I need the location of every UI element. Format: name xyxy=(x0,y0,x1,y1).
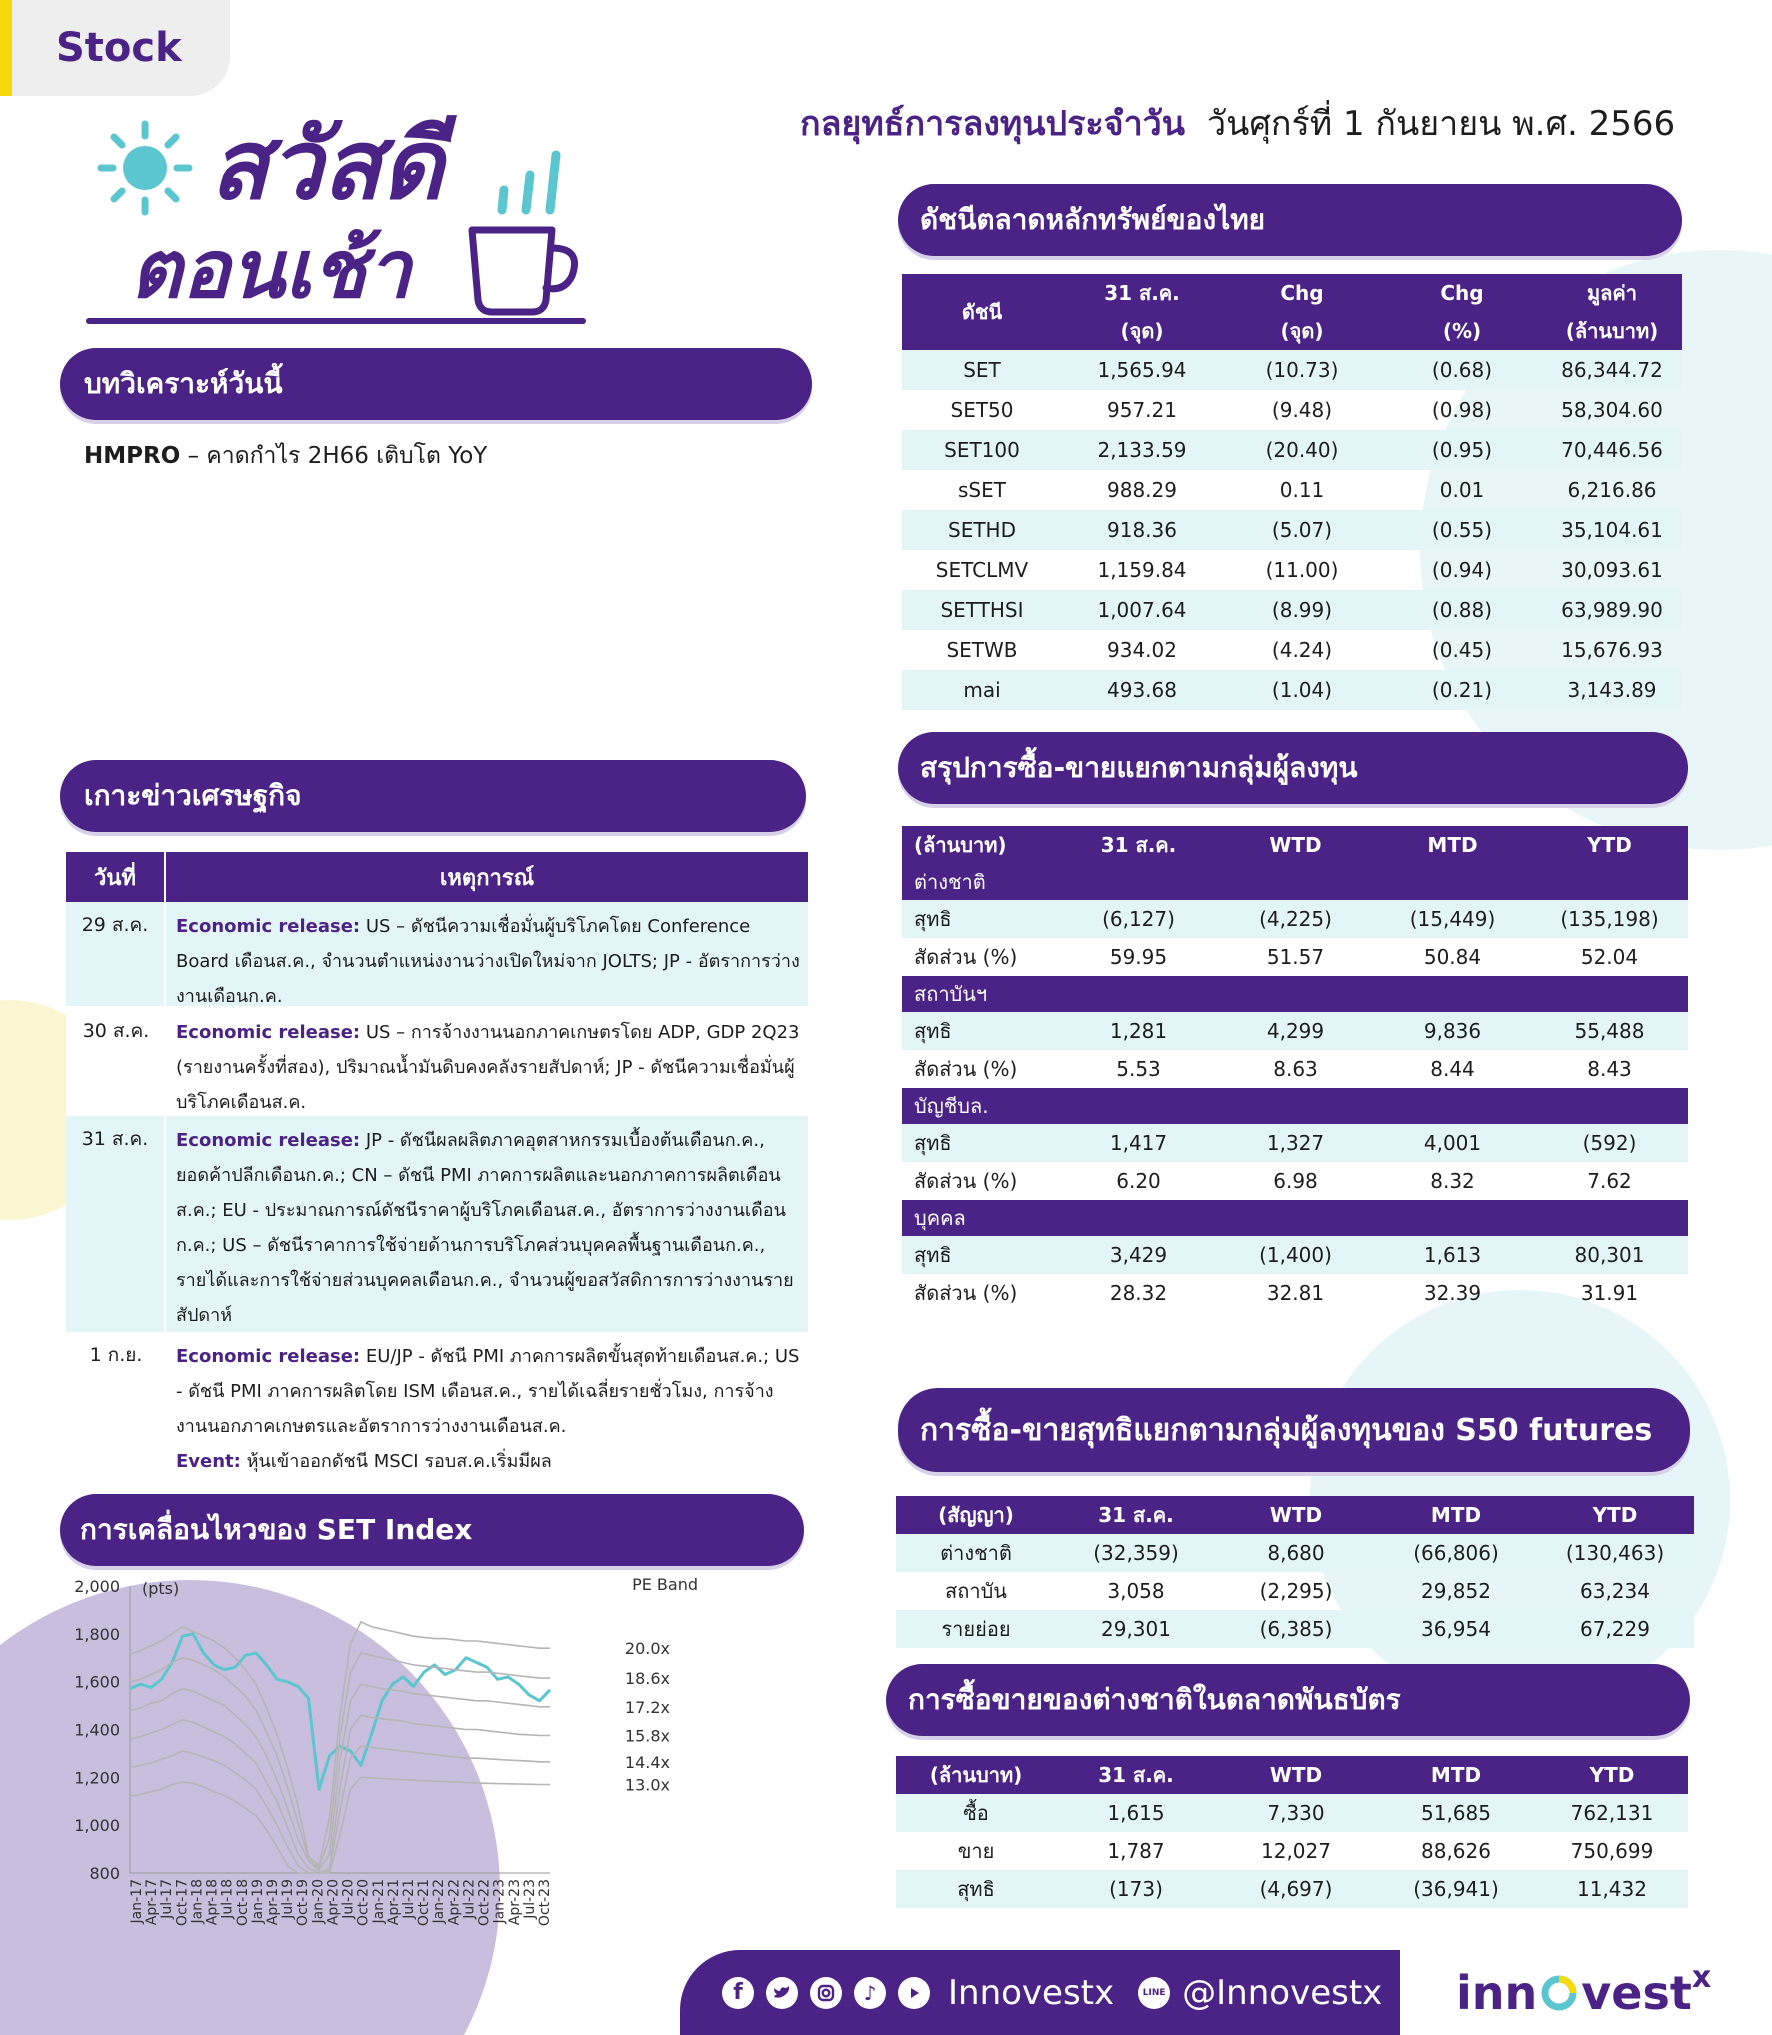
cell-value: (1.04) xyxy=(1222,670,1382,710)
investor-row xyxy=(902,1236,1688,1274)
index-row xyxy=(902,630,1682,670)
pe-band-label: 14.4x xyxy=(624,1752,670,1772)
econ-row-label: Economic release: xyxy=(176,1022,361,1043)
facebook-icon[interactable]: f xyxy=(722,1977,754,2009)
row-label: สุทธิ xyxy=(902,900,1060,938)
x-tick-label: Oct-20 xyxy=(355,1879,372,1927)
y-tick-label: 2,000 xyxy=(74,1577,120,1596)
investor-title: สรุปการซื้อ-ขายแยกตามกลุ่มผู้ลงทุน xyxy=(920,751,1358,784)
index-row xyxy=(902,430,1682,470)
steam-lines-icon xyxy=(490,140,570,220)
econ-row-text: Economic release: EU/JP - ดัชนี PMI ภาคการผลิตขั้นสุดท้ายเดือนส.ค.; US - ดัชนี PMI ภาคการผลิตโดย ISM เดือนส.ค., รายได้เฉลี่ยรายชั่วโมง, การจ้างงานนอกภาคเกษตรและอัตราการว่างงานเดือนส.ค. Event: หุ้นเข้าออกดัชนี MSCI รอบส.ค.เริ่มมีผล xyxy=(176,1346,800,1472)
row-label: (สัญญา) xyxy=(896,1496,1056,1534)
x-tick-label: Jan-23 xyxy=(491,1879,508,1924)
cell-value: 31.91 xyxy=(1580,1281,1639,1305)
index-title: ดัชนีตลาดหลักทรัพย์ของไทย xyxy=(920,203,1266,236)
legend-title: PE Band xyxy=(632,1575,698,1594)
logo-text-part1: inn xyxy=(1456,1965,1538,2020)
x-tick-label: Apr-22 xyxy=(446,1879,463,1926)
econ-table xyxy=(66,852,808,1476)
econ-row-date: 31 ส.ค. xyxy=(66,1116,166,1332)
econ-row-date: 29 ส.ค. xyxy=(66,902,166,1006)
greeting-logo xyxy=(90,110,610,330)
cell-value: (2,295) xyxy=(1259,1579,1333,1603)
x-tick-label: Oct-23 xyxy=(537,1879,553,1927)
cell-value: 67,229 xyxy=(1536,1610,1694,1648)
row-label: สัดส่วน (%) xyxy=(914,1281,1018,1305)
cell-value: 6.98 xyxy=(1273,1169,1318,1193)
x-tick-label: Jul-22 xyxy=(461,1879,478,1919)
cell-value: 5.53 xyxy=(1116,1057,1161,1081)
x-tick-label: Jul-20 xyxy=(340,1879,357,1919)
cell-value: (6,127) xyxy=(1060,900,1217,938)
cell-value: 8.44 xyxy=(1430,1057,1475,1081)
cell-value: 957.21 xyxy=(1107,398,1177,422)
row-label: SETCLMV xyxy=(935,558,1029,582)
stock-tag xyxy=(0,0,230,96)
stock-tag-label: Stock xyxy=(56,25,182,71)
row-label: SETWB xyxy=(946,638,1018,662)
cell-value: (0.95) xyxy=(1382,430,1542,470)
cell-value: 88,626 xyxy=(1421,1839,1491,1863)
cell-value: 12,027 xyxy=(1261,1839,1331,1863)
cell-value: 918.36 xyxy=(1062,510,1222,550)
y-tick-label: 1,000 xyxy=(74,1816,120,1836)
cell-value: (0.21) xyxy=(1382,670,1542,710)
row-label: สุทธิ xyxy=(902,1012,1060,1050)
row-label: ต่างชาติ xyxy=(896,1534,1056,1572)
row-label: sSET xyxy=(958,478,1006,502)
cell-value: (130,463) xyxy=(1536,1534,1694,1572)
futures-row xyxy=(896,1534,1694,1572)
cell-value: 36,954 xyxy=(1376,1610,1536,1648)
cell-value: 9,836 xyxy=(1374,1012,1531,1050)
cell-value: (173) xyxy=(1056,1870,1216,1908)
cell-value: 55,488 xyxy=(1531,1012,1688,1050)
row-label: สัดส่วน (%) xyxy=(914,1169,1018,1193)
investor-row xyxy=(902,1050,1688,1088)
cell-value: 1,615 xyxy=(1056,1794,1216,1832)
cell-value: (135,198) xyxy=(1531,900,1688,938)
investor-row xyxy=(902,938,1688,976)
bond-pill xyxy=(886,1664,1690,1736)
strategy-header xyxy=(800,98,1680,148)
pe-band-label: 17.2x xyxy=(624,1697,670,1717)
x-tick-label: Jan-18 xyxy=(189,1879,206,1924)
cell-value: 6,216.86 xyxy=(1567,478,1657,502)
econ-row-date: 30 ส.ค. xyxy=(82,1020,150,1042)
cell-value: 63,989.90 xyxy=(1542,590,1682,630)
index-h-chg: Chg xyxy=(1222,274,1382,312)
logo-x-mark: x xyxy=(1691,1960,1712,1995)
greeting-line2: ตอนเช้า xyxy=(130,223,412,316)
analysis-item[interactable] xyxy=(84,438,487,474)
cell-value: (32,359) xyxy=(1056,1534,1216,1572)
bond-table xyxy=(896,1756,1688,1908)
cell-value: 8.63 xyxy=(1273,1057,1318,1081)
footer-handle-2[interactable]: @Innovestx xyxy=(1182,1972,1383,2013)
cell-value: (66,806) xyxy=(1376,1534,1536,1572)
cell-value: 4,001 xyxy=(1374,1124,1531,1162)
logo-ring-icon xyxy=(1539,1973,1579,2013)
econ-event-label: Event: xyxy=(176,1451,241,1472)
cell-value: (9.48) xyxy=(1271,398,1333,422)
line-icon[interactable]: LINE xyxy=(1138,1977,1170,2009)
cell-value: 3,058 xyxy=(1107,1579,1165,1603)
row-label: SET100 xyxy=(902,430,1062,470)
cell-value: (36,941) xyxy=(1376,1870,1536,1908)
econ-row xyxy=(66,1116,808,1332)
cell-value: 6.20 xyxy=(1116,1169,1161,1193)
row-label: SETHD xyxy=(902,510,1062,550)
y-tick-label: 1,800 xyxy=(74,1624,120,1644)
greeting-underline xyxy=(86,318,586,324)
econ-row-label: Economic release: xyxy=(176,1346,361,1367)
cell-value: 3,429 xyxy=(1060,1236,1217,1274)
row-label: สุทธิ xyxy=(902,1124,1060,1162)
index-row xyxy=(902,670,1682,710)
cell-value: 15,676.93 xyxy=(1561,638,1663,662)
x-tick-label: Apr-18 xyxy=(204,1879,221,1926)
pe-band-label: 13.0x xyxy=(624,1775,670,1795)
cell-value: 1,565.94 xyxy=(1062,350,1222,390)
x-tick-label: Jul-19 xyxy=(280,1879,297,1919)
analysis-title: บทวิเคราะห์วันนี้ xyxy=(84,367,283,400)
cell-value: 0.01 xyxy=(1439,478,1485,502)
cell-value: 1,159.84 xyxy=(1097,558,1187,582)
cell-value: (4,225) xyxy=(1217,900,1374,938)
econ-row xyxy=(66,1332,808,1476)
greeting-line1: สวัสดี xyxy=(210,109,444,221)
x-tick-label: Jan-17 xyxy=(129,1879,145,1924)
cell-value: 50.84 xyxy=(1423,945,1482,969)
cell-value: (11.00) xyxy=(1265,558,1339,582)
investor-group-row xyxy=(902,1088,1688,1124)
bond-row xyxy=(896,1794,1688,1832)
x-tick-label: Jul-17 xyxy=(159,1879,176,1919)
sun-icon xyxy=(90,110,200,220)
chart-title: การเคลื่อนไหวของ SET Index xyxy=(80,1513,473,1546)
econ-col-event: เหตุการณ์ xyxy=(439,865,535,891)
cell-value: (20.40) xyxy=(1222,430,1382,470)
row-label: สัดส่วน (%) xyxy=(914,945,1018,969)
investor-group-name: บุคคล xyxy=(902,1200,1688,1236)
investor-row xyxy=(902,1012,1688,1050)
cell-value: 493.68 xyxy=(1062,670,1222,710)
cell-value: WTD xyxy=(1216,1756,1376,1794)
youtube-icon[interactable] xyxy=(898,1977,930,2009)
investor-group-name: สถาบันฯ xyxy=(902,976,1688,1012)
coffee-cup-icon xyxy=(460,220,590,320)
cell-value: YTD xyxy=(1536,1756,1688,1794)
cell-value: (0.45) xyxy=(1431,638,1493,662)
cell-value: (0.98) xyxy=(1431,398,1493,422)
investor-row xyxy=(902,1274,1688,1312)
x-tick-label: Jan-21 xyxy=(370,1879,387,1924)
cell-value: MTD xyxy=(1376,1496,1536,1534)
investor-group-row xyxy=(902,1200,1688,1236)
report-date: วันศุกร์ที่ 1 กันยายน พ.ศ. 2566 xyxy=(1207,104,1676,144)
row-label: SETTHSI xyxy=(902,590,1062,630)
cell-value: 0.11 xyxy=(1279,478,1325,502)
cell-value: (6,385) xyxy=(1216,1610,1376,1648)
row-label: SET xyxy=(902,350,1062,390)
footer-handle-1[interactable]: Innovestx xyxy=(948,1972,1115,2013)
investor-group-row xyxy=(902,864,1688,900)
cell-value: 51,685 xyxy=(1376,1794,1536,1832)
econ-col-date: วันที่ xyxy=(66,852,166,902)
cell-value: (0.88) xyxy=(1382,590,1542,630)
investor-row xyxy=(902,1162,1688,1200)
cell-value: (4.24) xyxy=(1271,638,1333,662)
cell-value: 1,787 xyxy=(1107,1839,1165,1863)
analysis-pill xyxy=(60,348,812,420)
cell-value: 934.02 xyxy=(1107,638,1177,662)
cell-value: 8.32 xyxy=(1430,1169,1475,1193)
cell-value: 3,143.89 xyxy=(1542,670,1682,710)
row-label: mai xyxy=(902,670,1062,710)
index-row xyxy=(902,470,1682,510)
cell-value: 1,613 xyxy=(1374,1236,1531,1274)
strategy-title: กลยุทธ์การลงทุนประจำวัน xyxy=(800,104,1185,144)
cell-value: (0.94) xyxy=(1431,558,1493,582)
cell-value: 52.04 xyxy=(1580,945,1639,969)
x-tick-label: Oct-22 xyxy=(476,1879,493,1927)
cell-value: 4,299 xyxy=(1217,1012,1374,1050)
set-index-chart xyxy=(40,1570,790,1950)
cell-value: 31 ส.ค. xyxy=(1056,1756,1216,1794)
index-pill xyxy=(898,184,1682,256)
cell-value: YTD xyxy=(1536,1496,1694,1534)
footer-bar xyxy=(680,1950,1400,2035)
cell-value: 29,852 xyxy=(1421,1579,1491,1603)
y-tick-label: 1,600 xyxy=(74,1672,120,1692)
bond-row xyxy=(896,1870,1688,1908)
x-tick-label: Apr-20 xyxy=(325,1879,342,1926)
row-label: สัดส่วน (%) xyxy=(914,1057,1018,1081)
cell-value: (4,697) xyxy=(1216,1870,1376,1908)
pe-band-label: 20.0x xyxy=(624,1639,670,1659)
futures-header-row xyxy=(896,1496,1694,1534)
futures-row xyxy=(896,1572,1694,1610)
cell-value: 988.29 xyxy=(1107,478,1177,502)
investor-group-name: บัญชีบล. xyxy=(902,1088,1688,1124)
y-tick-label: 800 xyxy=(89,1864,120,1883)
y-tick-label: 1,200 xyxy=(74,1768,120,1788)
cell-value: 1,007.64 xyxy=(1062,590,1222,630)
row-label: ซื้อ xyxy=(896,1794,1056,1832)
cell-value: 2,133.59 xyxy=(1062,430,1222,470)
investor-row xyxy=(902,1124,1688,1162)
cell-value: 11,432 xyxy=(1536,1870,1688,1908)
x-tick-label: Jul-18 xyxy=(219,1879,236,1919)
futures-title: การซื้อ-ขายสุทธิแยกตามกลุ่มผู้ลงทุนของ S50 futures xyxy=(920,1412,1653,1448)
chart-pill xyxy=(60,1494,804,1566)
futures-pill xyxy=(898,1388,1690,1472)
cell-value: (5.07) xyxy=(1222,510,1382,550)
analysis-text: – คาดกำไร 2H66 เติบโต YoY xyxy=(180,443,488,469)
econ-row-label: Economic release: xyxy=(176,1130,361,1151)
index-row xyxy=(902,390,1682,430)
futures-table xyxy=(896,1496,1694,1648)
cell-value: 32.39 xyxy=(1423,1281,1482,1305)
econ-row xyxy=(66,902,808,1008)
x-tick-label: Oct-19 xyxy=(295,1879,312,1927)
cell-value: 1,281 xyxy=(1060,1012,1217,1050)
x-tick-label: Apr-19 xyxy=(265,1879,281,1926)
index-row xyxy=(902,590,1682,630)
cell-value: (1,400) xyxy=(1217,1236,1374,1274)
logo-text-part2: vest xyxy=(1581,1965,1692,2020)
y-tick-label: 1,400 xyxy=(74,1720,120,1740)
cell-value: 7,330 xyxy=(1216,1794,1376,1832)
index-h-close: 31 ส.ค. xyxy=(1062,274,1222,312)
x-tick-label: Jul-21 xyxy=(401,1879,417,1919)
cell-value: 86,344.72 xyxy=(1542,350,1682,390)
cell-value: 1,417 xyxy=(1060,1124,1217,1162)
x-tick-label: Oct-17 xyxy=(174,1879,191,1927)
cell-value: (10.73) xyxy=(1222,350,1382,390)
cell-value: 28.32 xyxy=(1109,1281,1168,1305)
x-tick-label: Apr-21 xyxy=(385,1879,402,1926)
bond-title: การซื้อขายของต่างชาติในตลาดพันธบัตร xyxy=(908,1683,1401,1716)
analysis-stock: HMPRO xyxy=(84,443,181,469)
cell-value: (0.68) xyxy=(1382,350,1542,390)
twitter-icon[interactable] xyxy=(766,1977,798,2009)
investor-group-row xyxy=(902,976,1688,1012)
row-label: สุทธิ xyxy=(902,1236,1060,1274)
econ-title: เกาะข่าวเศรษฐกิจ xyxy=(84,779,302,812)
x-tick-label: Apr-17 xyxy=(144,1879,161,1926)
row-label: SET50 xyxy=(950,398,1014,422)
investor-group-name: ต่างชาติ xyxy=(902,864,1688,900)
cell-value: 7.62 xyxy=(1587,1169,1632,1193)
row-label: สุทธิ xyxy=(896,1870,1056,1908)
cell-value: 8.43 xyxy=(1587,1057,1632,1081)
cell-value: 30,093.61 xyxy=(1561,558,1663,582)
econ-row xyxy=(66,1008,808,1116)
econ-row-label: Economic release: xyxy=(176,916,361,937)
cell-value: (592) xyxy=(1531,1124,1688,1162)
innovestx-logo xyxy=(1456,1950,1756,2035)
cell-value: 70,446.56 xyxy=(1542,430,1682,470)
cell-value: YTD xyxy=(1531,826,1688,864)
cell-value: 31 ส.ค. xyxy=(1056,1496,1216,1534)
cell-value: 80,301 xyxy=(1531,1236,1688,1274)
cell-value: 29,301 xyxy=(1056,1610,1216,1648)
pe-band-label: 15.8x xyxy=(624,1726,670,1746)
y-axis-label: (pts) xyxy=(142,1579,180,1598)
row-label: สถาบัน xyxy=(945,1579,1007,1603)
index-table: ดัชนี 31 ส.ค. Chg Chg มูลค่า (จุด) (จุด) (%) (ล้านบาท) SET 1,565.94 (10.73) (0.68) 86,344.72 SET50 957.21 (9.48) (0.98) 58,304.60 SET100 2,133.59 (20.40) (0.95) 70,446.56 sSET 988.29 0.11 0.01 6,216.86 SETHD 918.36 (5.07) (0.55) 35,104.61 SETCLMV 1,159.84 (11.00) (0.94) 30,093.61 SETTHSI 1,007.64 (8.99) (0.88) 63,989.90 SETWB 934.02 (4.24) (0.45) 15,676.93 mai 493.68 (1.04) (0.21) 3,143.89 xyxy=(902,274,1682,710)
cell-value: 8,680 xyxy=(1216,1534,1376,1572)
x-tick-label: Jan-22 xyxy=(431,1879,448,1924)
cell-value: 51.57 xyxy=(1266,945,1325,969)
x-tick-label: Oct-18 xyxy=(234,1879,251,1927)
cell-value: 32.81 xyxy=(1266,1281,1325,1305)
bond-row xyxy=(896,1832,1688,1870)
cell-value: 762,131 xyxy=(1536,1794,1688,1832)
index-row xyxy=(902,510,1682,550)
row-label: ขาย xyxy=(957,1839,995,1863)
row-label: (ล้านบาท) xyxy=(902,826,1060,864)
econ-row-text: Economic release: US – ดัชนีความเชื่อมั่นผู้บริโภคโดย Conference Board เดือนส.ค., จำนวนตำแหน่งงานว่างเปิดใหม่จาก JOLTS; JP - อัตราการว่างงานเดือนก.ค. xyxy=(176,916,800,1006)
cell-value: WTD xyxy=(1216,1496,1376,1534)
pe-band-label: 18.6x xyxy=(624,1669,670,1689)
cell-value: 1,327 xyxy=(1217,1124,1374,1162)
cell-value: 35,104.61 xyxy=(1542,510,1682,550)
cell-value: 750,699 xyxy=(1570,1839,1654,1863)
econ-row-text: Economic release: JP - ดัชนีผลผลิตภาคอุตสาหกรรมเบื้องต้นเดือนก.ค., ยอดค้าปลีกเดือนก.ค.; CN – ดัชนี PMI ภาคการผลิตและนอกภาคการผลิตเดือนส.ค.; EU - ประมาณการณ์ดัชนีราคาผู้บริโภคเดือนส.ค., อัตราการว่างงานเดือนก.ค.; US – ดัชนีราคาการใช้จ่ายด้านการบริโภคส่วนบุคคลพื้นฐานเดือนก.ค., รายได้และการใช้จ่ายส่วนบุคคลเดือนก.ค., จำนวนผู้ขอสวัสดิการการว่างงานรายสัปดาห์ xyxy=(176,1130,794,1326)
econ-row-text: Economic release: US – การจ้างงานนอกภาคเกษตรโดย ADP, GDP 2Q23 (รายงานครั้งที่สอง), ปริมาณน้ำมันดิบคงคลังรายสัปดาห์; JP - ดัชนีความเชื่อมั่นผู้บริโภคเดือนส.ค. xyxy=(176,1022,800,1113)
index-row xyxy=(902,350,1682,390)
investor-pill xyxy=(898,732,1688,804)
investor-header-row xyxy=(902,826,1688,864)
cell-value: WTD xyxy=(1217,826,1374,864)
x-tick-label: Jul-23 xyxy=(521,1879,538,1919)
cell-value: 63,234 xyxy=(1580,1579,1650,1603)
row-label: รายย่อย xyxy=(896,1610,1056,1648)
cell-value: 58,304.60 xyxy=(1561,398,1663,422)
cell-value: MTD xyxy=(1374,826,1531,864)
investor-row xyxy=(902,900,1688,938)
futures-row xyxy=(896,1610,1694,1648)
index-h-val: มูลค่า xyxy=(1542,274,1682,312)
cell-value: (15,449) xyxy=(1374,900,1531,938)
cell-value: MTD xyxy=(1376,1756,1536,1794)
cell-value: (8.99) xyxy=(1222,590,1382,630)
cell-value: (0.55) xyxy=(1382,510,1542,550)
investor-table xyxy=(902,826,1688,1312)
bond-header-row xyxy=(896,1756,1688,1794)
row-label: (ล้านบาท) xyxy=(896,1756,1056,1794)
x-tick-label: Oct-21 xyxy=(416,1879,433,1927)
index-h-name: ดัชนี xyxy=(902,274,1062,350)
index-row xyxy=(902,550,1682,590)
cell-value: 59.95 xyxy=(1109,945,1168,969)
tiktok-icon[interactable]: ♪ xyxy=(854,1977,886,2009)
econ-row-date: 1 ก.ย. xyxy=(89,1344,143,1366)
econ-pill xyxy=(60,760,806,832)
x-tick-label: Jan-19 xyxy=(249,1879,266,1924)
cell-value: 31 ส.ค. xyxy=(1060,826,1217,864)
x-tick-label: Apr-23 xyxy=(506,1879,523,1926)
x-tick-label: Jan-20 xyxy=(310,1879,327,1924)
instagram-icon[interactable] xyxy=(810,1977,842,2009)
index-h-pct: Chg xyxy=(1382,274,1542,312)
